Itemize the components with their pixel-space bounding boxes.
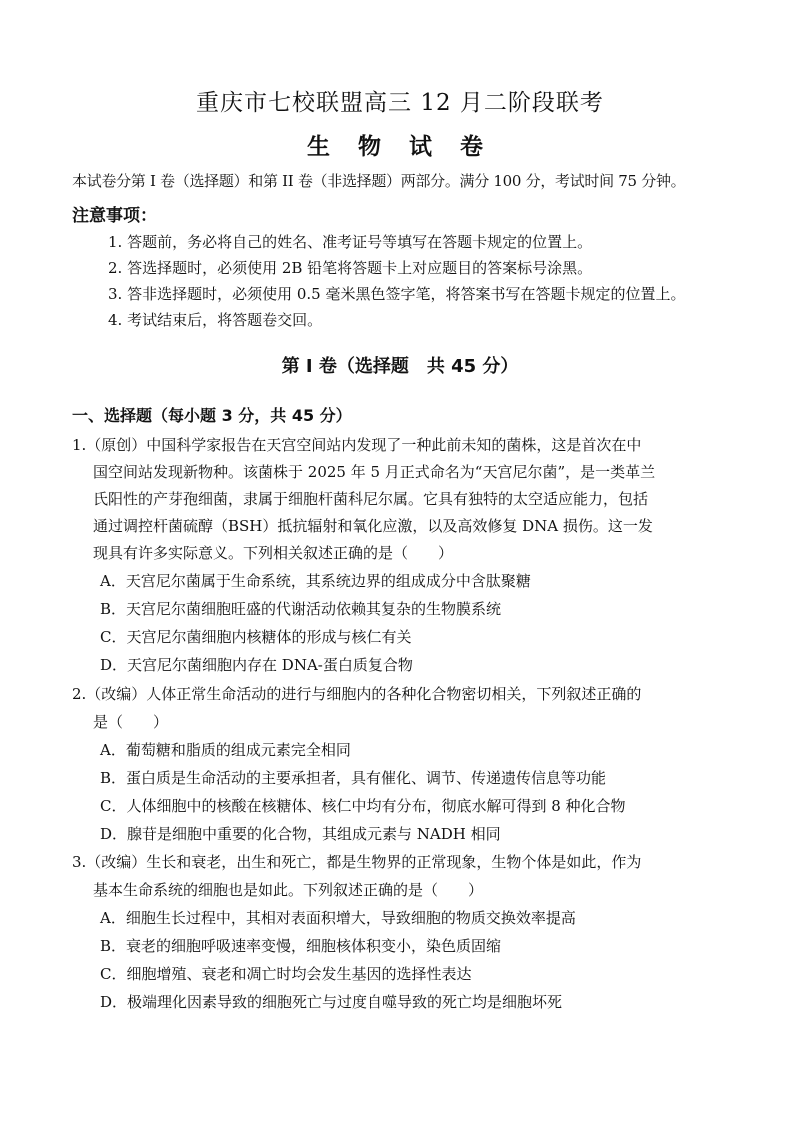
option-a: A．天宫尼尔菌属于生命系统，其系统边界的组成成分中含肽聚糖 bbox=[100, 572, 531, 590]
option-d: D．极端理化因素导致的细胞死亡与过度自噬导致的死亡均是细胞坏死 bbox=[100, 993, 563, 1011]
notice-heading: 注意事项： bbox=[72, 206, 157, 226]
option-c: C．细胞增殖、衰老和凋亡时均会发生基因的选择性表达 bbox=[100, 965, 472, 983]
notice-item: 2. 答选择题时，必须使用 2B 铅笔将答题卡上对应题目的答案标号涂黑。 bbox=[108, 259, 593, 277]
option-b: B．蛋白质是生命活动的主要承担者，具有催化、调节、传递遗传信息等功能 bbox=[100, 769, 607, 787]
exam-title: 重庆市七校联盟高三 12 月二阶段联考 bbox=[196, 90, 604, 116]
question-stem-line: 3.（改编）生长和衰老，出生和死亡，都是生物界的正常现象，生物个体是如此，作为 bbox=[72, 853, 642, 871]
part-heading: 一、选择题（每小题 3 分，共 45 分） bbox=[72, 406, 352, 425]
option-d: D．天宫尼尔菌细胞内存在 DNA-蛋白质复合物 bbox=[100, 656, 413, 674]
question-stem-line: 基本生命系统的细胞也是如此。下列叙述正确的是（ ） bbox=[93, 881, 484, 899]
question-stem-line: 是（ ） bbox=[93, 713, 169, 731]
notice-item: 4. 考试结束后，将答题卷交回。 bbox=[108, 311, 323, 329]
notice-item: 3. 答非选择题时，必须使用 0.5 毫米黑色签字笔，将答案书写在答题卡规定的位置上。 bbox=[108, 285, 686, 303]
option-a: A．细胞生长过程中，其相对表面积增大，导致细胞的物质交换效率提高 bbox=[100, 909, 576, 927]
question-stem-line: 通过调控杆菌硫醇（BSH）抵抗辐射和氧化应激，以及高效修复 DNA 损伤。这一发 bbox=[93, 517, 653, 535]
option-d: D．腺苷是细胞中重要的化合物，其组成元素与 NADH 相同 bbox=[100, 825, 501, 843]
question-stem-line: 现具有许多实际意义。下列相关叙述正确的是（ ） bbox=[93, 544, 454, 562]
option-b: B．衰老的细胞呼吸速率变慢，细胞核体积变小，染色质固缩 bbox=[100, 937, 502, 955]
option-c: C．天宫尼尔菌细胞内核糖体的形成与核仁有关 bbox=[100, 628, 412, 646]
exam-intro: 本试卷分第 I 卷（选择题）和第 II 卷（非选择题）两部分。满分 100 分，考试时间 75 分钟。 bbox=[72, 172, 686, 190]
option-c: C．人体细胞中的核酸在核糖体、核仁中均有分布，彻底水解可得到 8 种化合物 bbox=[100, 797, 626, 815]
question-stem-line: 国空间站发现新物种。该菌株于 2025 年 5 月正式命名为“天宫尼尔菌”，是一类革兰 bbox=[93, 463, 656, 481]
notice-item: 1. 答题前，务必将自己的姓名、准考证号等填写在答题卡规定的位置上。 bbox=[108, 233, 593, 251]
subject-title: 生 物 试 卷 bbox=[306, 133, 494, 160]
section-title: 第 I 卷（选择题 共 45 分） bbox=[281, 356, 519, 377]
option-b: B．天宫尼尔菌细胞旺盛的代谢活动依赖其复杂的生物膜系统 bbox=[100, 600, 502, 618]
question-stem-line: 氏阳性的产芽孢细菌，隶属于细胞杆菌科尼尔属。它具有独特的太空适应能力，包括 bbox=[93, 490, 649, 508]
option-a: A．葡萄糖和脂质的组成元素完全相同 bbox=[100, 741, 351, 759]
question-stem-line: 2.（改编）人体正常生命活动的进行与细胞内的各种化合物密切相关，下列叙述正确的 bbox=[72, 685, 642, 703]
question-stem-line: 1.（原创）中国科学家报告在天宫空间站内发现了一种此前未知的菌株，这是首次在中 bbox=[72, 436, 642, 454]
